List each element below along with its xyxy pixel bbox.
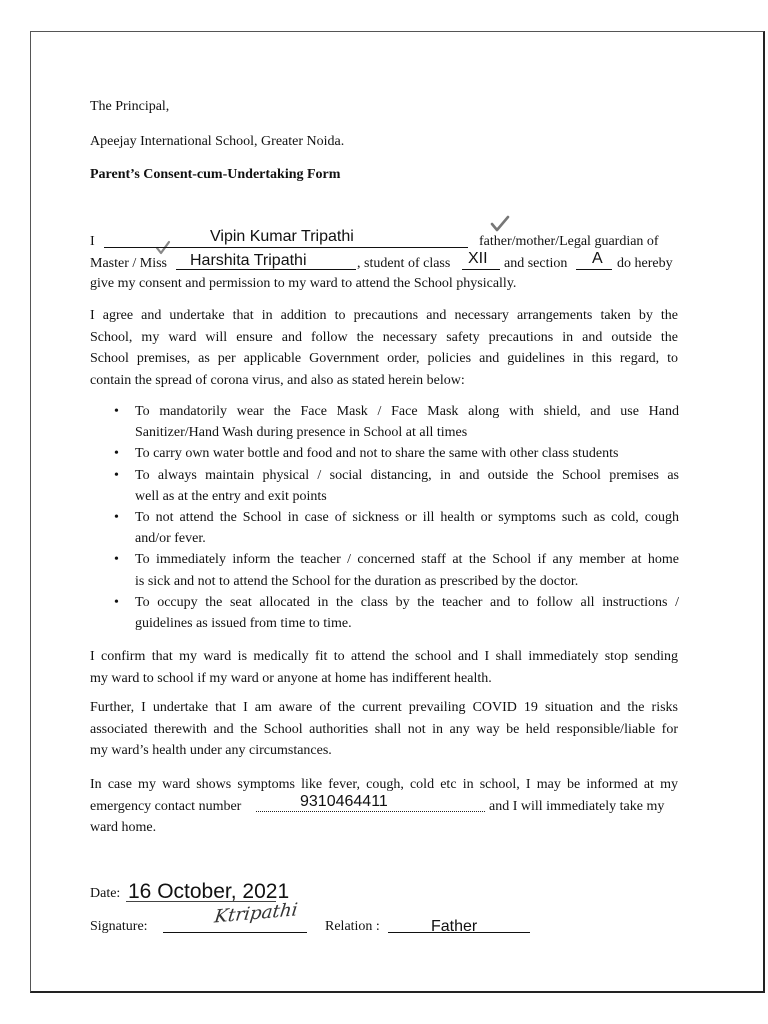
ward-home-text: ward home. [90, 820, 157, 835]
section-line [576, 269, 612, 270]
relation-value[interactable]: Father [431, 918, 478, 935]
class-line [462, 269, 500, 270]
confirm-paragraph [90, 646, 678, 689]
contact-dotted-line [256, 811, 485, 812]
student-class-text: , student of class [357, 256, 451, 271]
parent-name-line [104, 247, 468, 248]
signature[interactable]: Ktripathi [213, 899, 299, 928]
further-line: associated therewith and the School authorities shall not in any way be held responsible/liable for [90, 721, 678, 737]
agreement-line: School premises, as per applicable Government order, policies and guidelines in this regard, to [90, 351, 678, 366]
contact-tail: and I will immediately take my [489, 799, 665, 814]
date-value[interactable]: 16 October, 2021 [128, 880, 290, 903]
school-name: Apeejay International School, Greater Noida. [90, 134, 345, 149]
section-text: and section [504, 256, 568, 271]
signature-label: Signature: [90, 919, 148, 934]
date-label: Date: [90, 886, 121, 901]
confirm-line: my ward to school if my ward or anyone at home has indifferent health. [90, 670, 492, 686]
agreement-line: I agree and undertake that in addition to precautions and necessary arrangements taken by the [90, 308, 678, 323]
list-item: • To always maintain physical / social distancing, in and outside the School premises as well as at the entry and exit points [114, 467, 679, 504]
list-item: • To not attend the School in case of sickness or ill health or symptoms such as cold, cough and/or fever. [114, 510, 679, 547]
agreement-line: contain the spread of corona virus, and also as stated herein below: [90, 372, 465, 388]
list-item: • To occupy the seat allocated in the class by the teacher and to follow all instructions / guidelines as issued from time to time. [114, 594, 679, 632]
class-value[interactable]: XII [468, 250, 488, 267]
relation-label: Relation : [325, 919, 380, 934]
further-line: my ward’s health under any circumstances. [90, 743, 332, 758]
section-value[interactable]: A [592, 250, 603, 267]
addressee: The Principal, [90, 99, 170, 114]
i-word: I [90, 234, 95, 249]
contact-label: emergency contact number [90, 799, 242, 814]
agreement-line: School, my ward will ensure and follow the necessary safety precautions in and outside the [90, 329, 678, 345]
agreement-paragraph [90, 305, 678, 391]
confirm-line: I confirm that my ward is medically fit to attend the school and I shall immediately stop sending [90, 649, 678, 664]
master-miss-label: Master / Miss [90, 256, 167, 271]
consent-line: give my consent and permission to my ward to attend the School physically. [90, 276, 517, 291]
contact-number-value[interactable]: 9310464411 [300, 793, 388, 810]
emergency-line: In case my ward shows symptoms like fever, cough, cold etc in school, I may be informed at my [90, 777, 678, 792]
precautions-list [114, 401, 679, 634]
parent-name-value[interactable]: Vipin Kumar Tripathi [210, 228, 354, 245]
further-paragraph [90, 697, 678, 762]
further-line: Further, I undertake that I am aware of the current prevailing COVID 19 situation and the risks [90, 700, 678, 715]
list-item: • To carry own water bottle and food and not to share the same with other class students [114, 446, 619, 462]
hereby-text: do hereby [617, 256, 673, 271]
signature-line [163, 932, 307, 933]
father-mother-text: father/mother/Legal guardian of [479, 234, 659, 249]
list-item: • To mandatorily wear the Face Mask / Face Mask along with shield, and use Hand Sanitizer/Hand Wash during presence in School at all times [114, 404, 679, 441]
list-item: • To immediately inform the teacher / concerned staff at the School if any member at home is sick and not to attend the School for the duration as prescribed by the doctor. [114, 552, 679, 589]
date-underline [126, 901, 276, 902]
form-title: Parent’s Consent-cum-Undertaking Form [90, 167, 341, 182]
student-name-value[interactable]: Harshita Tripathi [190, 252, 307, 269]
